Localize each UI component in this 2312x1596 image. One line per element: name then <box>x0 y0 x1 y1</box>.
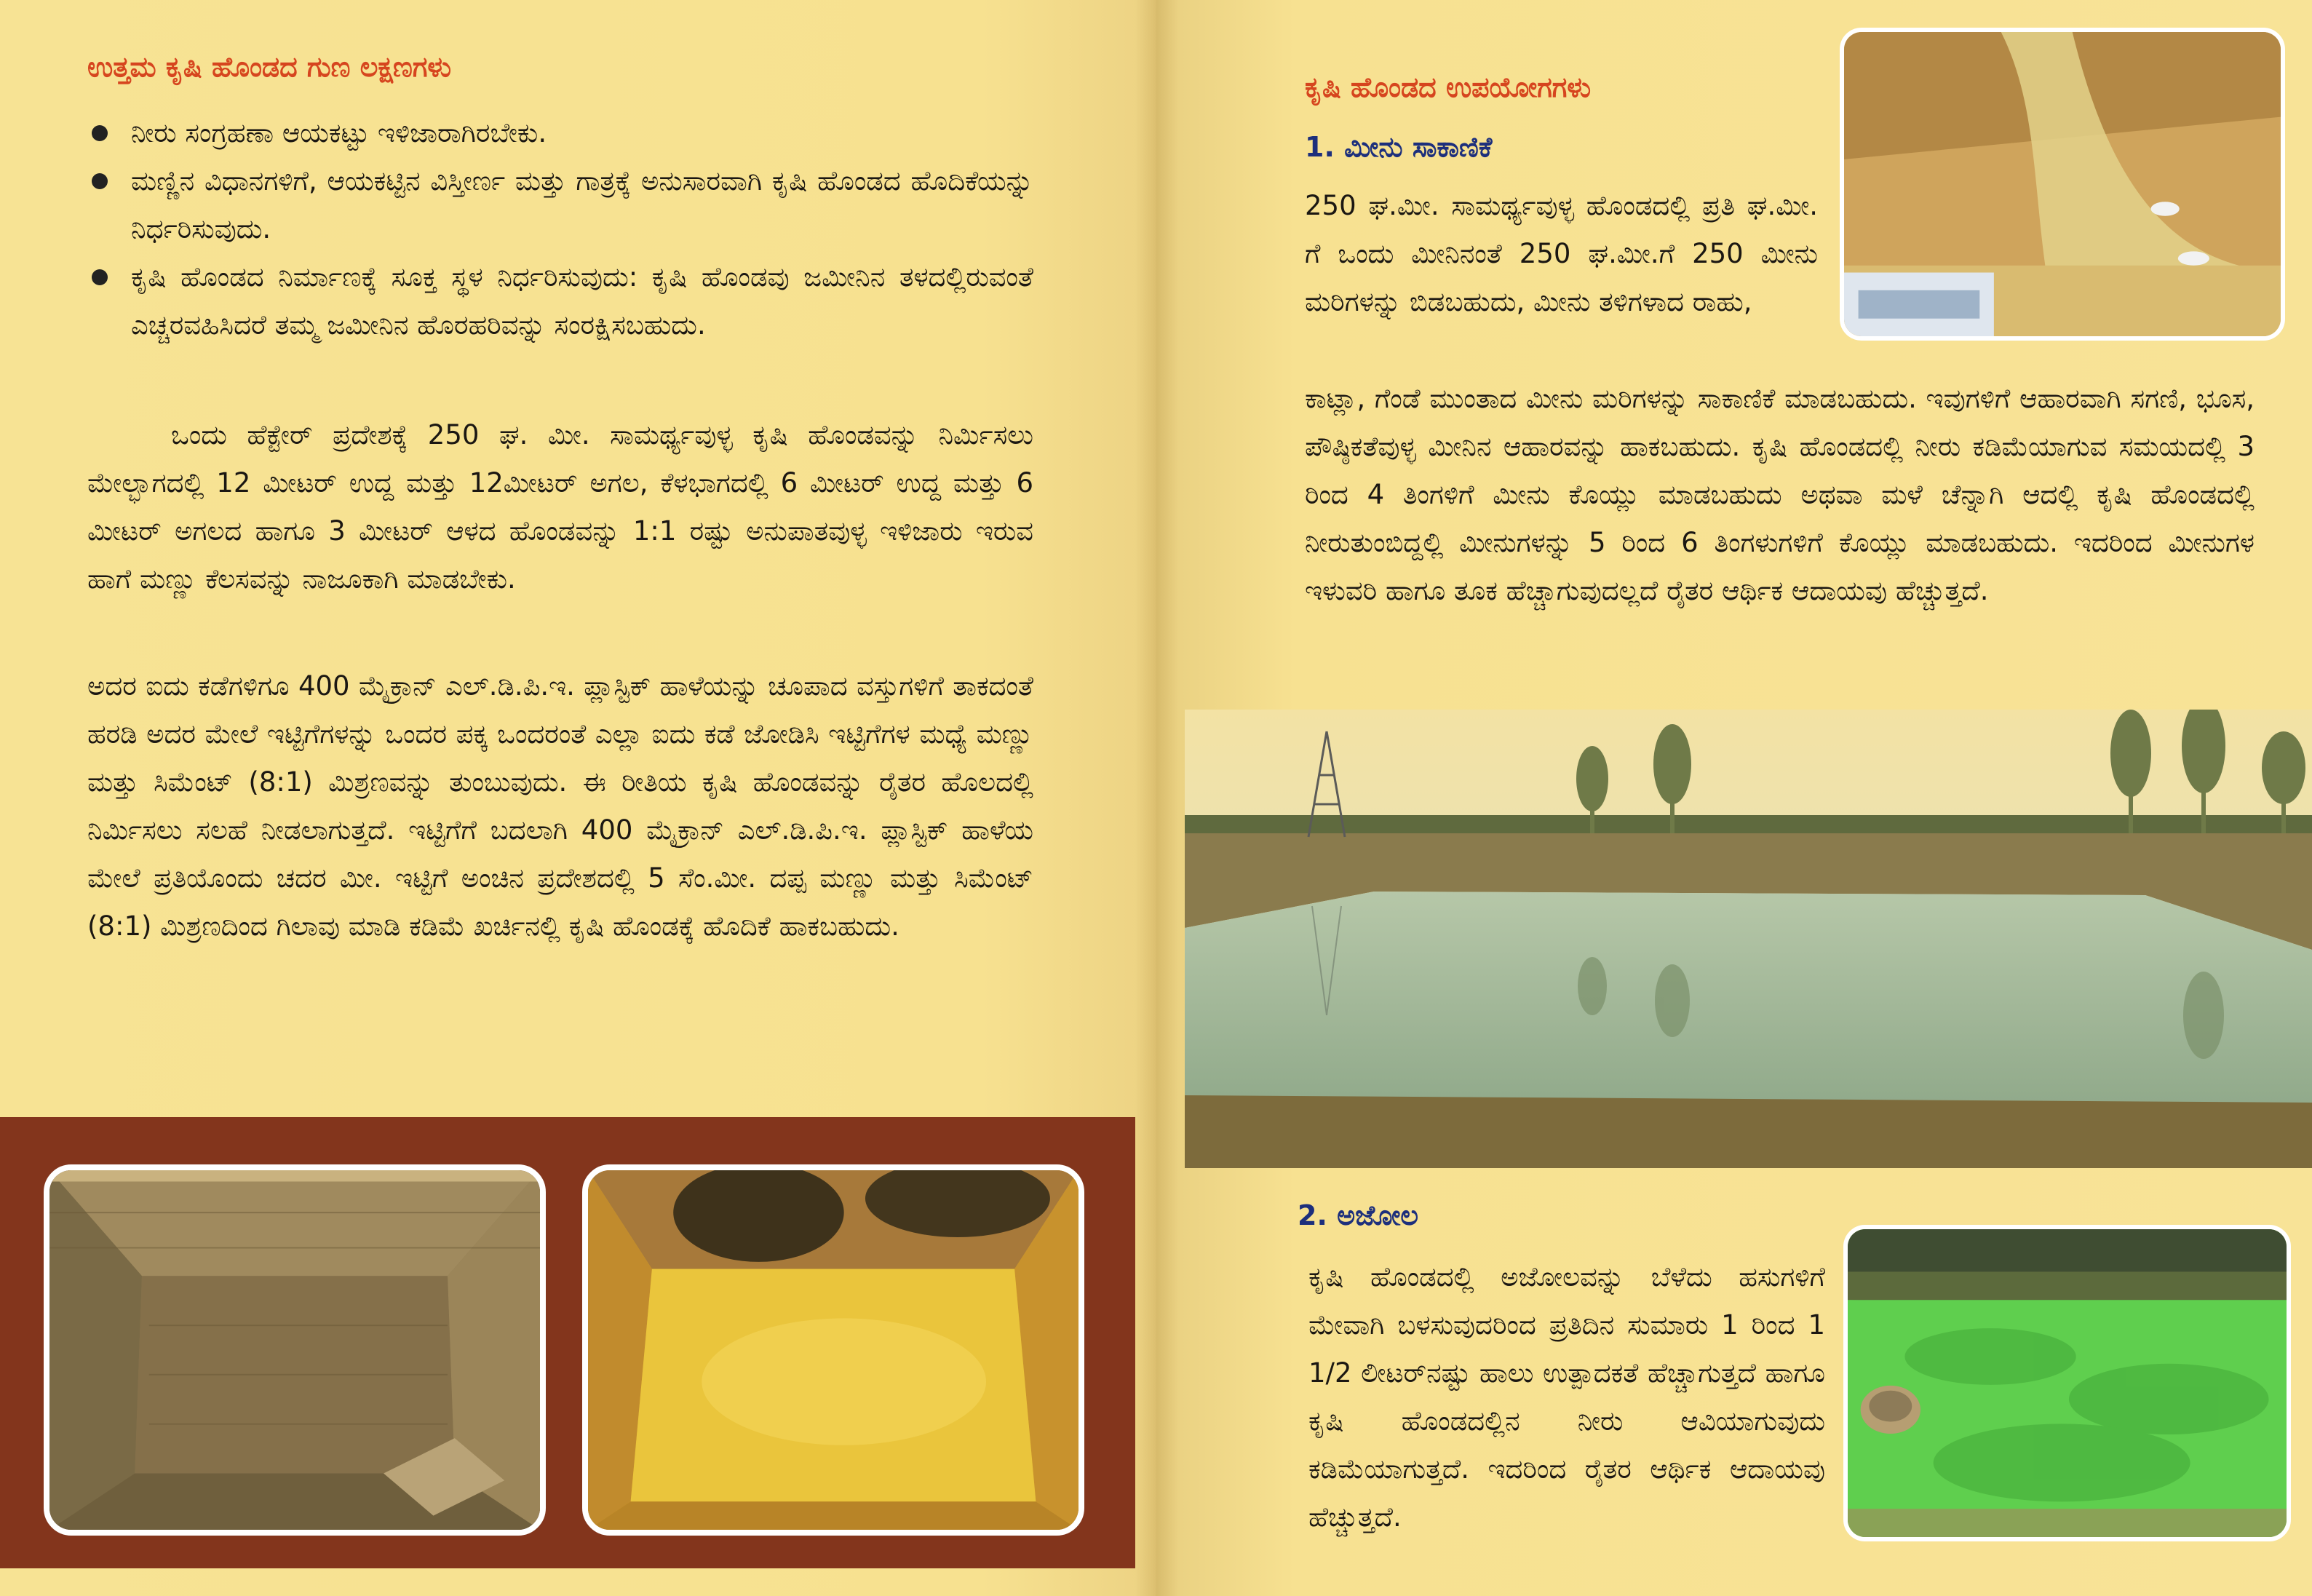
azolla-pond-illustration <box>1848 1229 2287 1537</box>
farm-pond-illustration <box>1185 710 2312 1168</box>
fish-farming-text-wide: ಕಾಟ್ಲಾ, ಗೆಂಡೆ ಮುಂತಾದ ಮೀನು ಮರಿಗಳನ್ನು ಸಾಕಾಣಿಕೆ ಮಾಡಬಹುದು. ಇವುಗಳಿಗೆ ಆಹಾರವಾಗಿ ಸಗಣಿ, ಭೂಸ, ಪೌಷ್ಠಿಕತೆವುಳ್ಳ ಮೀನಿನ ಆಹಾರವನ್ನು ಹಾಕಬಹುದು. ಕೃಷಿ ಹೊಂಡದಲ್ಲಿ ನೀರು ಕಡಿಮೆಯಾಗುವ ಸಮಯದಲ್ಲಿ 3 ರಿಂದ 4 ತಿಂಗಳಿಗೆ ಮೀನು ಕೊಯ್ಲು ಮಾಡಬಹುದು ಅಥವಾ ಮಳೆ ಚೆನ್ನಾಗಿ ಆದಲ್ಲಿ ಕೃಷಿ ಹೊಂಡದಲ್ಲಿ ನೀರುತುಂಬಿದ್ದಲ್ಲಿ ಮೀನುಗಳನ್ನು 5 ರಿಂದ 6 ತಿಂಗಳುಗಳಿಗೆ ಕೊಯ್ಲು ಮಾಡಬಹುದು. ಇದರಿಂದ ಮೀನುಗಳ ಇಳುವರಿ ಹಾಗೂ ತೂಕ ಹೆಚ್ಚಾಗುವುದಲ್ಲದೆ ರೈತರ ಆರ್ಥಿಕ ಆದಾಯವು ಹೆಚ್ಚುತ್ತದೆ. <box>1305 383 2255 606</box>
list-item: ಕೃಷಿ ಹೊಂಡದ ನಿರ್ಮಾಣಕ್ಕೆ ಸೂಕ್ತ ಸ್ಥಳ ನಿರ್ಧರಿಸುವುದು: ಕೃಷಿ ಹೊಂಡವು ಜಮೀನಿನ ತಳದಲ್ಲಿರುವಂತೆ ಎಚ್ಚರವಹಿಸಿದರೆ ತಮ್ಮ ಜಮೀನಿನ ಹೊರಹರಿವನ್ನು ಸಂರಕ್ಷಿಸಬಹುದು. <box>87 253 1033 349</box>
list-item: ನೀರು ಸಂಗ್ರಹಣಾ ಆಯಕಟ್ಟು ಇಳಿಜಾರಾಗಿರಬೇಕು. <box>87 109 1033 157</box>
azolla-title: 2. ಅಜೋಲ <box>1298 1199 1419 1231</box>
empty-pond-illustration <box>49 1170 540 1530</box>
fish-harvest-illustration <box>1844 32 2281 336</box>
bullet-icon <box>92 125 108 141</box>
book-spine-gutter <box>1135 0 1179 1596</box>
construction-paragraph: ಒಂದು ಹೆಕ್ಟೇರ್ ಪ್ರದೇಶಕ್ಕೆ 250 ಘ. ಮೀ. ಸಾಮರ್ಥ್ಯವುಳ್ಳ ಕೃಷಿ ಹೊಂಡವನ್ನು ನಿರ್ಮಿಸಲು ಮೇಲ್ಭಾಗದಲ್ಲಿ 12 ಮೀಟರ್ ಉದ್ದ ಮತ್ತು 12ಮೀಟರ್ ಅಗಲ, ಕೆಳಭಾಗದಲ್ಲಿ 6 ಮೀಟರ್ ಉದ್ದ ಮತ್ತು 6 ಮೀಟರ್ ಅಗಲದ ಹಾಗೂ 3 ಮೀಟರ್ ಆಳದ ಹೊಂಡವನ್ನು 1:1 ರಷ್ಟು ಅನುಪಾತವುಳ್ಳ ಇಳಿಜಾರು ಇರುವ ಹಾಗೆ ಮಣ್ಣು ಕೆಲಸವನ್ನು ನಾಜೂಕಾಗಿ ಮಾಡಬೇಕು. <box>87 419 1033 595</box>
empty-brick-pond-photo <box>44 1164 546 1536</box>
farm-pond-panorama-photo <box>1185 710 2312 1168</box>
bullet-icon <box>92 173 108 189</box>
filled-pond-illustration <box>588 1170 1078 1530</box>
water-filled-pond-photo <box>582 1164 1084 1536</box>
azolla-pond-photo <box>1843 1225 2291 1541</box>
list-item: ಮಣ್ಣಿನ ವಿಧಾನಗಳಿಗೆ, ಆಯಕಟ್ಟಿನ ವಿಸ್ತೀರ್ಣ ಮತ್ತು ಗಾತ್ರಕ್ಕೆ ಅನುಸಾರವಾಗಿ ಕೃಷಿ ಹೊಂಡದ ಹೊದಿಕೆಯನ್ನು ನಿರ್ಧರಿಸುವುದು. <box>87 157 1033 253</box>
fish-farming-title: 1. ಮೀನು ಸಾಕಾಣಿಕೆ <box>1305 131 1493 163</box>
left-page-heading: ಉತ್ತಮ ಕೃಷಿ ಹೊಂಡದ ಗುಣ ಲಕ್ಷಣಗಳು <box>87 51 452 83</box>
fish-farming-text-narrow: 250 ಘ.ಮೀ. ಸಾಮರ್ಥ್ಯವುಳ್ಳ ಹೊಂಡದಲ್ಲಿ ಪ್ರತಿ ಘ.ಮೀ. ಗೆ ಒಂದು ಮೀನಿನಂತೆ 250 ಘ.ಮೀ.ಗೆ 250 ಮೀನು ಮರಿಗಳನ್ನು ಬಿಡಬಹುದು, ಮೀನು ತಳಿಗಳಾದ ರಾಹು, <box>1305 190 1818 317</box>
lining-paragraph: ಅದರ ಐದು ಕಡೆಗಳಿಗೂ 400 ಮೈಕ್ರಾನ್ ಎಲ್.ಡಿ.ಪಿ.ಇ. ಪ್ಲಾಸ್ಟಿಕ್ ಹಾಳೆಯನ್ನು ಚೂಪಾದ ವಸ್ತುಗಳಿಗೆ ತಾಕದಂತೆ ಹರಡಿ ಅದರ ಮೇಲೆ ಇಟ್ಟಿಗೆಗಳನ್ನು ಒಂದರ ಪಕ್ಕ ಒಂದರಂತೆ ಎಲ್ಲಾ ಐದು ಕಡೆ ಜೋಡಿಸಿ ಇಟ್ಟಿಗೆಗಳ ಮಧ್ಯೆ ಮಣ್ಣು ಮತ್ತು ಸಿಮೆಂಟ್ (8:1) ಮಿಶ್ರಣವನ್ನು ತುಂಬುವುದು. ಈ ರೀತಿಯ ಕೃಷಿ ಹೊಂಡವನ್ನು ರೈತರ ಹೊಲದಲ್ಲಿ ನಿರ್ಮಿಸಲು ಸಲಹೆ ನೀಡಲಾಗುತ್ತದೆ. ಇಟ್ಟಿಗೆಗೆ ಬದಲಾಗಿ 400 ಮೈಕ್ರಾನ್ ಎಲ್.ಡಿ.ಪಿ.ಇ. ಪ್ಲಾಸ್ಟಿಕ್ ಹಾಳೆಯ ಮೇಲೆ ಪ್ರತಿಯೊಂದು ಚದರ ಮೀ. ಇಟ್ಟಿಗೆ ಅಂಚಿನ ಪ್ರದೇಶದಲ್ಲಿ 5 ಸೆಂ.ಮೀ. ದಪ್ಪ ಮಣ್ಣು ಮತ್ತು ಸಿಮೆಂಟ್ (8:1) ಮಿಶ್ರಣದಿಂದ ಗಿಲಾವು ಮಾಡಿ ಕಡಿಮೆ ಖರ್ಚಿನಲ್ಲಿ ಕೃಷಿ ಹೊಂಡಕ್ಕೆ ಹೊದಿಕೆ ಹಾಕಬಹುದು. <box>87 670 1033 942</box>
right-page <box>1156 0 2312 1596</box>
bullet-icon <box>92 269 108 285</box>
azolla-text: ಕೃಷಿ ಹೊಂಡದಲ್ಲಿ ಅಜೋಲವನ್ನು ಬೆಳೆದು ಹಸುಗಳಿಗೆ ಮೇವಾಗಿ ಬಳಸುವುದರಿಂದ ಪ್ರತಿದಿನ ಸುಮಾರು 1 ರಿಂದ 1 1/2 ಲೀಟರ್‌ನಷ್ಟು ಹಾಲು ಉತ್ಪಾದಕತೆ ಹೆಚ್ಚಾಗುತ್ತದೆ ಹಾಗೂ ಕೃಷಿ ಹೊಂಡದಲ್ಲಿನ ನೀರು ಆವಿಯಾಗುವುದು ಕಡಿಮೆಯಾಗುತ್ತದೆ. ಇದರಿಂದ ರೈತರ ಆರ್ಥಿಕ ಆದಾಯವು ಹೆಚ್ಚುತ್ತದೆ. <box>1308 1261 1825 1533</box>
fish-harvest-photo <box>1840 28 2285 341</box>
feature-bullet-list <box>87 109 1033 349</box>
right-page-heading: ಕೃಷಿ ಹೊಂಡದ ಉಪಯೋಗಗಳು <box>1305 71 1592 103</box>
